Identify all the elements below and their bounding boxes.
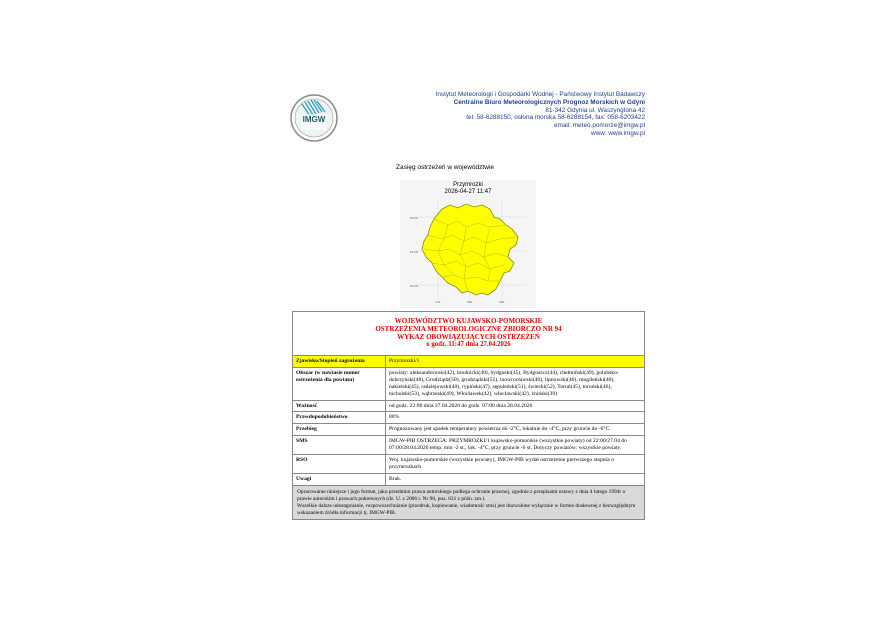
map-ytick: 52.5N [410,284,419,288]
validity-value: od godz. 22:00 dnia 27.04.2026 do godz. 07:00 dnia 28.04.2026 [386,400,645,412]
table-row [293,367,645,400]
course-value: Prognozowany jest spadek temperatury powietrza do -2°C, lokalnie do -4°C, przy gruncie do -6°C. [386,424,645,436]
table-row [293,455,645,474]
bulletin-number: OSTRZEŻENIA METEOROLOGICZNE ZBIORCZO NR 94 [375,325,562,333]
redistribution-notice: Wszelkie dalsze udostępnianie, rozpowszechnianie (przedruk, kopiowanie, wiadomość sms) jest dozwolone wyłącznie w formie dosłownej z bezwzględnym wskazaniem źródła informacji tj. IMGW-PIB. [297,502,636,516]
warning-title [293,312,645,356]
list-title: WYKAZ OBOWIĄZUJĄCYCH OSTRZEŻEŃ [397,333,540,341]
warning-map [400,180,536,308]
row-label: SMS [293,436,386,455]
phenomenon-value: Przymrozki/1 [386,356,645,368]
phone-fax: tel: 58-6288150, osłona morska 58-6288154, fax: 058-6203422 [466,114,645,122]
table-row [293,424,645,436]
area-value: powiaty: aleksandrowski(42), brodnicki(49), bydgoski(45), Bydgoszcz(44), chełmiński(49), golubsko-dobrzyński(48), Grudziądz(50), grudziądzki(51), inowrocławski(40), lipnowski(46), mogileński(40), nakielski(45), radziejowski(40), rypiński(47), sępoleński(51), świecki(52), Toruń(45), toruński(46), tucholski(53), wąbrzeski(49), Włocławek(42), włocławski(42), żniński(39) [386,367,645,400]
logo-text: IMGW [302,115,326,124]
row-label: Ważność [293,400,386,412]
imgw-logo [290,94,338,142]
institute-name: Instytut Meteorologii i Gospodarki Wodnej - Państwowy Instytut Badawczy [435,91,645,98]
voivodeship-title: WOJEWÓDZTWO KUJAWSKO-POMORSKIE [394,317,543,325]
row-label: Zjawisko/Stopień zagrożenia [293,356,386,368]
copyright-footer [293,485,645,520]
institute-header [436,91,645,138]
map-xtick: 19E [499,300,505,304]
map-xtick: 17E [435,300,441,304]
map-caption-phenomenon: Przymrozki [453,182,483,188]
copyright-notice: Opracowanie niniejsze i jego format, jako przedmiot prawa autorskiego podlega ochronie prawnej, zgodnie z przepisami ustawy z dnia 4 lutego 1994r o prawie autorskim i prawach pokrewnych (dz. U. z 2006 r. Nr 90, poz. 631 z późn. zm.). [297,488,626,502]
row-label: RSO [293,455,386,474]
warning-table [292,311,645,520]
row-label: Przebieg [293,424,386,436]
remarks-value: Brak. [386,473,645,485]
bureau-name: Centralne Biuro Meteorologicznych Prognoz Morskich w Gdyni [453,98,645,106]
table-row [293,412,645,424]
row-label: Obszar (w nawiasie numer ostrzeżenia dla powiatu) [293,367,386,400]
rso-value: Woj. kujawsko-pomorskie (wszystkie powiaty), IMGW-PIB wydał ostrzeżenie pierwszego stopnia o przymrozkach [386,455,645,474]
row-label: Uwagi [293,473,386,485]
map-ytick: 53.0N [410,250,419,254]
map-xtick: 18E [467,300,473,304]
table-row [293,356,645,368]
voivodeship-map [408,199,528,305]
table-row [293,436,645,455]
row-label: Prawdopodobieństwo [293,412,386,424]
table-row [293,400,645,412]
sms-value: IMGW-PIB OSTRZEGA: PRZYMROZKI/1 kujawsko-pomorskie (wszystkie powiaty) od 22:00/27.04 do 07:00/28.04.2026 temp. min -2 st., lok. -4°C, przy gruncie -6 st. Dotyczy powiatów: wszystkie powiaty. [386,436,645,455]
website-link[interactable]: www: www.imgw.pl [591,129,645,137]
probability-value: 80% [386,412,645,424]
address: 81-342 Gdynia ul. Waszyngtona 42 [545,106,645,114]
map-ytick: 53.5N [410,216,419,220]
range-title: Zasięg ostrzeżeń w województwie [396,164,494,171]
email-link[interactable]: email: meteo.pomorze@imgw.pl [553,122,645,130]
table-row [293,473,645,485]
issue-time: o godz. 11:47 dnia 27.04.2026 [426,341,511,348]
map-caption-datetime: 2026-04-27 11:47 [444,189,492,195]
